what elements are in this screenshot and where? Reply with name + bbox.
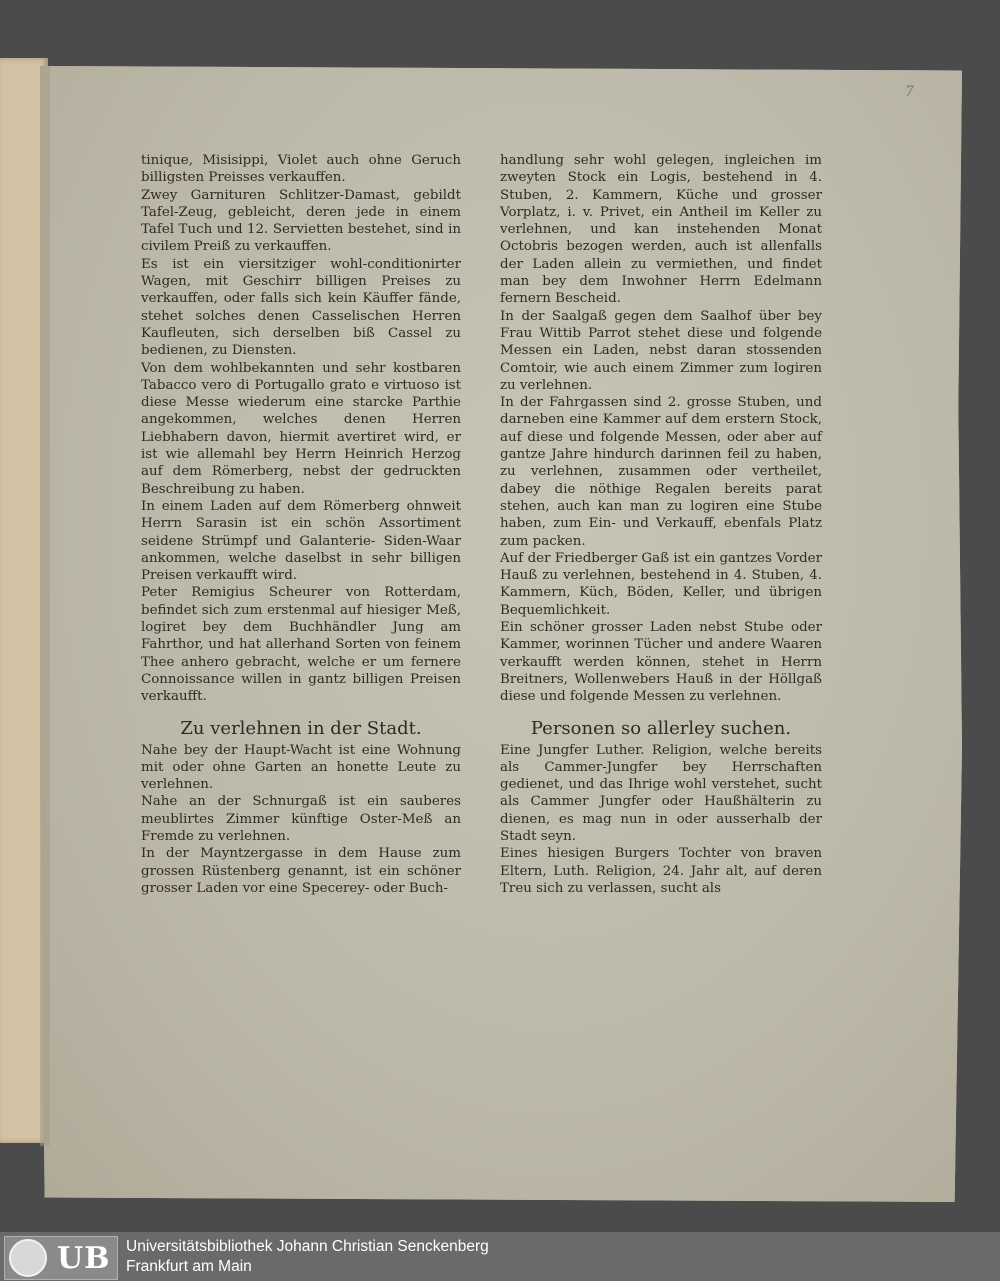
paragraph: Auf der Friedberger Gaß ist ein gantzes Vorder Hauß zu verlehnen, bestehend in 4. Stuben, 4. Kammern, Küch, Böden, Keller, und übrigen Bequemlichkeit.: [500, 550, 822, 618]
library-name-line2: Frankfurt am Main: [126, 1258, 252, 1275]
paragraph: Eine Jungfer Luther. Religion, welche bereits als Cammer-Jungfer bey Herrschaften gedienet, und das Ihrige wohl verstehet, sucht als Cammer Jungfer oder Haußhälterin zu dienen, es mag nun in oder ausserhalb der Stadt seyn.: [500, 742, 822, 844]
paragraph: handlung sehr wohl gelegen, ingleichen im zweyten Stock ein Logis, bestehend in 4. Stuben, 2. Kammern, Küche und grosser Vorplatz, i. v. Privet, ein Antheil im Keller zu verlehnen, und kan instehenden Monat Octobris bezogen werden, auch ist allenfalls der Laden allein zu vermiethen, und findet man bey dem Inwohner Herrn Edelmann fernern Bescheid.: [500, 153, 822, 307]
paragraph: Nahe an der Schnurgaß ist ein sauberes meublirtes Zimmer künftige Oster-Meß an Fremde zu verlehnen.: [141, 794, 461, 844]
paragraph: Nahe bey der Haupt-Wacht ist eine Wohnung mit oder ohne Garten an honette Leute zu verlehnen.: [141, 742, 461, 793]
library-name: [126, 1237, 489, 1277]
section-heading: Zu verlehnen in der Stadt.: [180, 717, 422, 739]
paragraph: In der Mayntzergasse in dem Hause zum grossen Rüstenberg genannt, ist ein schöner grosser Laden vor eine Specerey- oder Buch-: [141, 846, 461, 896]
paragraph: Eines hiesigen Burgers Tochter von braven Eltern, Luth. Religion, 24. Jahr alt, auf deren Treu sich zu verlassen, sucht als: [500, 846, 822, 896]
page-number: 7: [905, 84, 914, 100]
paragraph: In einem Laden auf dem Römerberg ohnweit Herrn Sarasin ist ein schön Assortiment seidene Strümpf und Galanterie- Siden-Waar ankommen, welche daselbst in sehr billigen Preisen verkaufft wird.: [141, 498, 461, 584]
paragraph: In der Fahrgassen sind 2. grosse Stuben, und darneben eine Kammer auf dem erstern Stock, auf diese und folgende Messen, oder aber auf gantze Jahre hindurch darinnen feil zu haben, zu verlehnen, zusammen oder vertheilet, dabey die nöthige Regalen bereits parat stehen, auch kan man zu logiren eine Stube haben, zum Ein- und Verkauff, ebenfals Platz zum packen.: [500, 395, 822, 549]
paragraph: Ein schöner grosser Laden nebst Stube oder Kammer, worinnen Tücher und andere Waaren verkaufft werden können, stehet in Herrn Breitners, Wollenwebers Hauß in der Höllgaß diese und folgende Messen zu verlehnen.: [500, 620, 822, 705]
library-name-line1: Universitätsbibliothek Johann Christian Senckenberg: [126, 1238, 489, 1255]
page-fold-shadow: [40, 66, 50, 1146]
paragraph: In der Saalgaß gegen dem Saalhof über bey Frau Wittib Parrot stehet diese und folgende Messen ein Laden, nebst daran stossenden Comtoir, wie auch einem Zimmer zum logiren zu verlehnen.: [500, 308, 822, 393]
paragraph: Es ist ein viersitziger wohl-conditionirter Wagen, mit Geschirr billigen Preises zu verkauffen, oder falls sich kein Käuffer fände, stehet solches denen Casselischen Herren Kaufleuten, sich derselben biß Cassel zu bedienen, zu Diensten.: [141, 256, 461, 359]
paragraph: Peter Remigius Scheurer von Rotterdam, befindet sich zum erstenmal auf hiesiger Meß, logiret bey dem Buchhändler Jung am Fahrthor, und hat allerhand Sorten von feinem Thee anhero gebracht, welche er um fernere Connoissance willen in gantz billigen Preisen verkaufft.: [141, 585, 461, 705]
paragraph: tinique, Misisippi, Violet auch ohne Geruch billigsten Preisses verkauffen.: [141, 153, 461, 186]
seal-icon: [9, 1239, 47, 1277]
library-footer-bar: [0, 1232, 1000, 1281]
paragraph: Zwey Garnituren Schlitzer-Damast, gebildt Tafel-Zeug, gebleicht, deren jede in einem Tafel Tuch und 12. Servietten bestehet, sind in civilem Preiß zu verkauffen.: [141, 187, 461, 255]
ub-logo[interactable]: [4, 1236, 118, 1280]
section-heading: Personen so allerley suchen.: [530, 717, 792, 739]
logo-text: UB: [57, 1240, 111, 1276]
right-column: [500, 152, 822, 897]
left-column: [141, 152, 461, 897]
paragraph: Von dem wohlbekannten und sehr kostbaren Tabacco vero di Portugallo grato e virtuoso ist diese Messe wiederum eine starcke Parthie angekommen, welches denen Herren Liebhabern davon, hiermit avertiret wird, er ist wie allemahl bey Herrn Heinrich Herzog auf dem Römerberg, nebst der gedruckten Beschreibung zu haben.: [141, 360, 461, 497]
